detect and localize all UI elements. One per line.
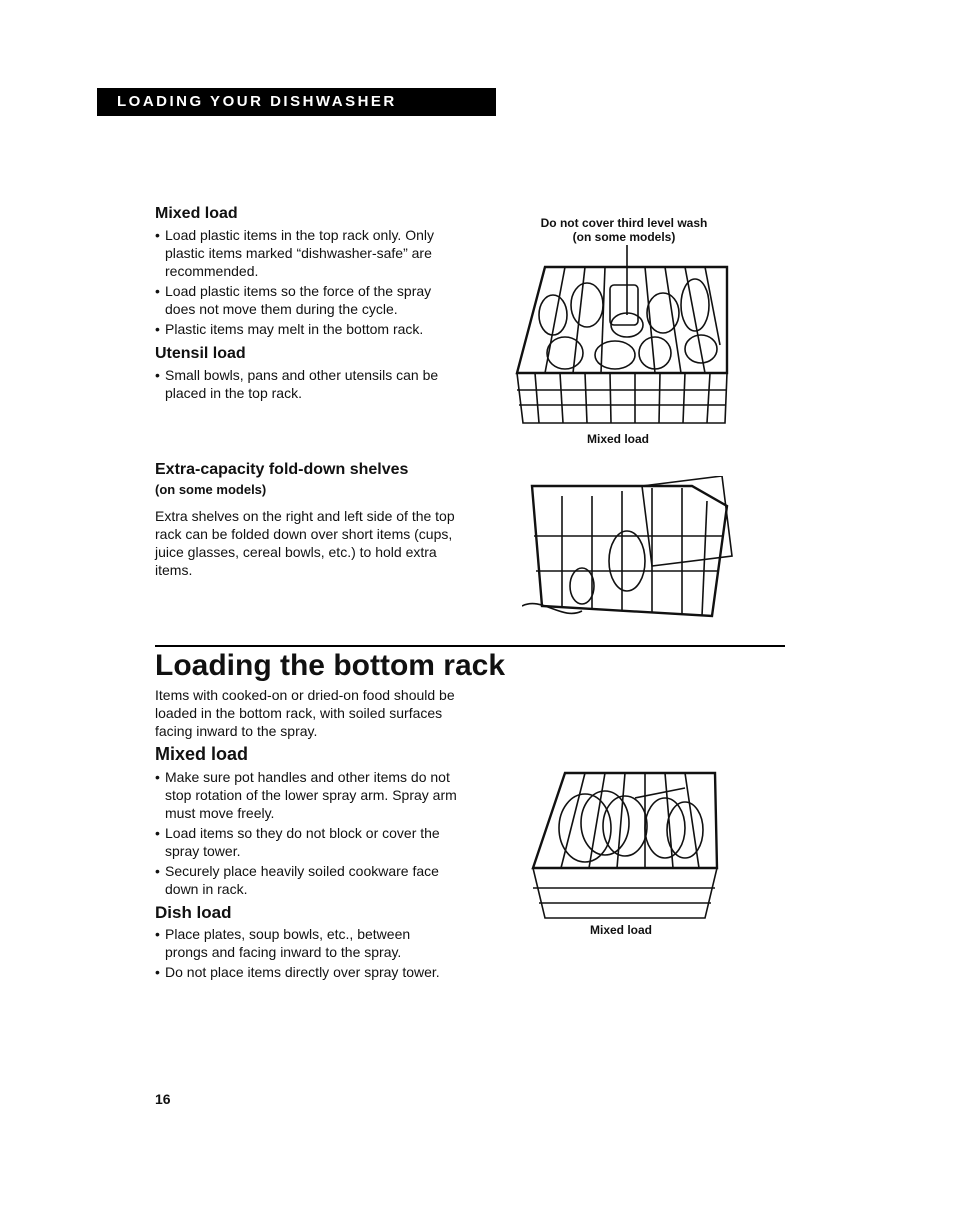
extra-capacity-text: Extra shelves on the right and left side of the top rack can be folded down over short items (cups, juice glasses, cereal bowls, etc.) to hold extra items. bbox=[155, 508, 455, 578]
mixed-load-heading-top: Mixed load bbox=[155, 205, 238, 222]
extra-capacity-heading: Extra-capacity fold-down shelves bbox=[155, 461, 409, 478]
bottom-rack-caption: Mixed load bbox=[590, 923, 653, 937]
list-item: • Load plastic items so the force of the spray does not move them during the cycle. bbox=[155, 282, 460, 318]
dish-load-heading: Dish load bbox=[155, 903, 232, 922]
extra-capacity-subheading: (on some models) bbox=[155, 482, 267, 497]
list-item: • Place plates, soup bowls, etc., between prongs and facing inward to the spray. bbox=[155, 925, 455, 961]
section-banner: LOADING YOUR DISHWASHER bbox=[97, 88, 496, 116]
figure-note-line2: (on some models) bbox=[572, 230, 676, 244]
utensil-load-heading: Utensil load bbox=[155, 345, 246, 362]
mixed-load-bottom-list bbox=[155, 768, 465, 900]
list-item: • Load plastic items in the top rack only. Only plastic items marked “dishwasher-safe” are recommended. bbox=[155, 226, 460, 280]
top-rack-caption: Mixed load bbox=[587, 432, 650, 446]
list-item: • Load items so they do not block or cover the spray tower. bbox=[155, 824, 465, 860]
dish-load-list bbox=[155, 925, 455, 983]
figure-note-line1: Do not cover third level wash bbox=[540, 216, 708, 230]
utensil-load-list bbox=[155, 366, 455, 404]
list-item: • Do not place items directly over spray tower. bbox=[155, 963, 455, 981]
top-rack-illustration bbox=[505, 245, 735, 430]
mixed-load-top-list bbox=[155, 226, 460, 340]
bottom-rack-illustration bbox=[525, 768, 725, 923]
bottom-rack-intro: Items with cooked-on or dried-on food should be loaded in the bottom rack, with soiled surfaces facing inward to the spray. bbox=[155, 687, 455, 739]
list-item: • Small bowls, pans and other utensils can be placed in the top rack. bbox=[155, 366, 455, 402]
section-divider bbox=[155, 645, 785, 647]
list-item: • Securely place heavily soiled cookware face down in rack. bbox=[155, 862, 465, 898]
mixed-load-heading-bottom: Mixed load bbox=[155, 744, 249, 764]
list-item: • Make sure pot handles and other items do not stop rotation of the lower spray arm. Spray arm must move freely. bbox=[155, 768, 465, 822]
page-number: 16 bbox=[155, 1091, 171, 1107]
list-item: • Plastic items may melt in the bottom rack. bbox=[155, 320, 460, 338]
figure-note bbox=[528, 216, 720, 244]
fold-down-shelf-illustration bbox=[522, 476, 737, 626]
bottom-rack-heading: Loading the bottom rack bbox=[155, 649, 506, 682]
